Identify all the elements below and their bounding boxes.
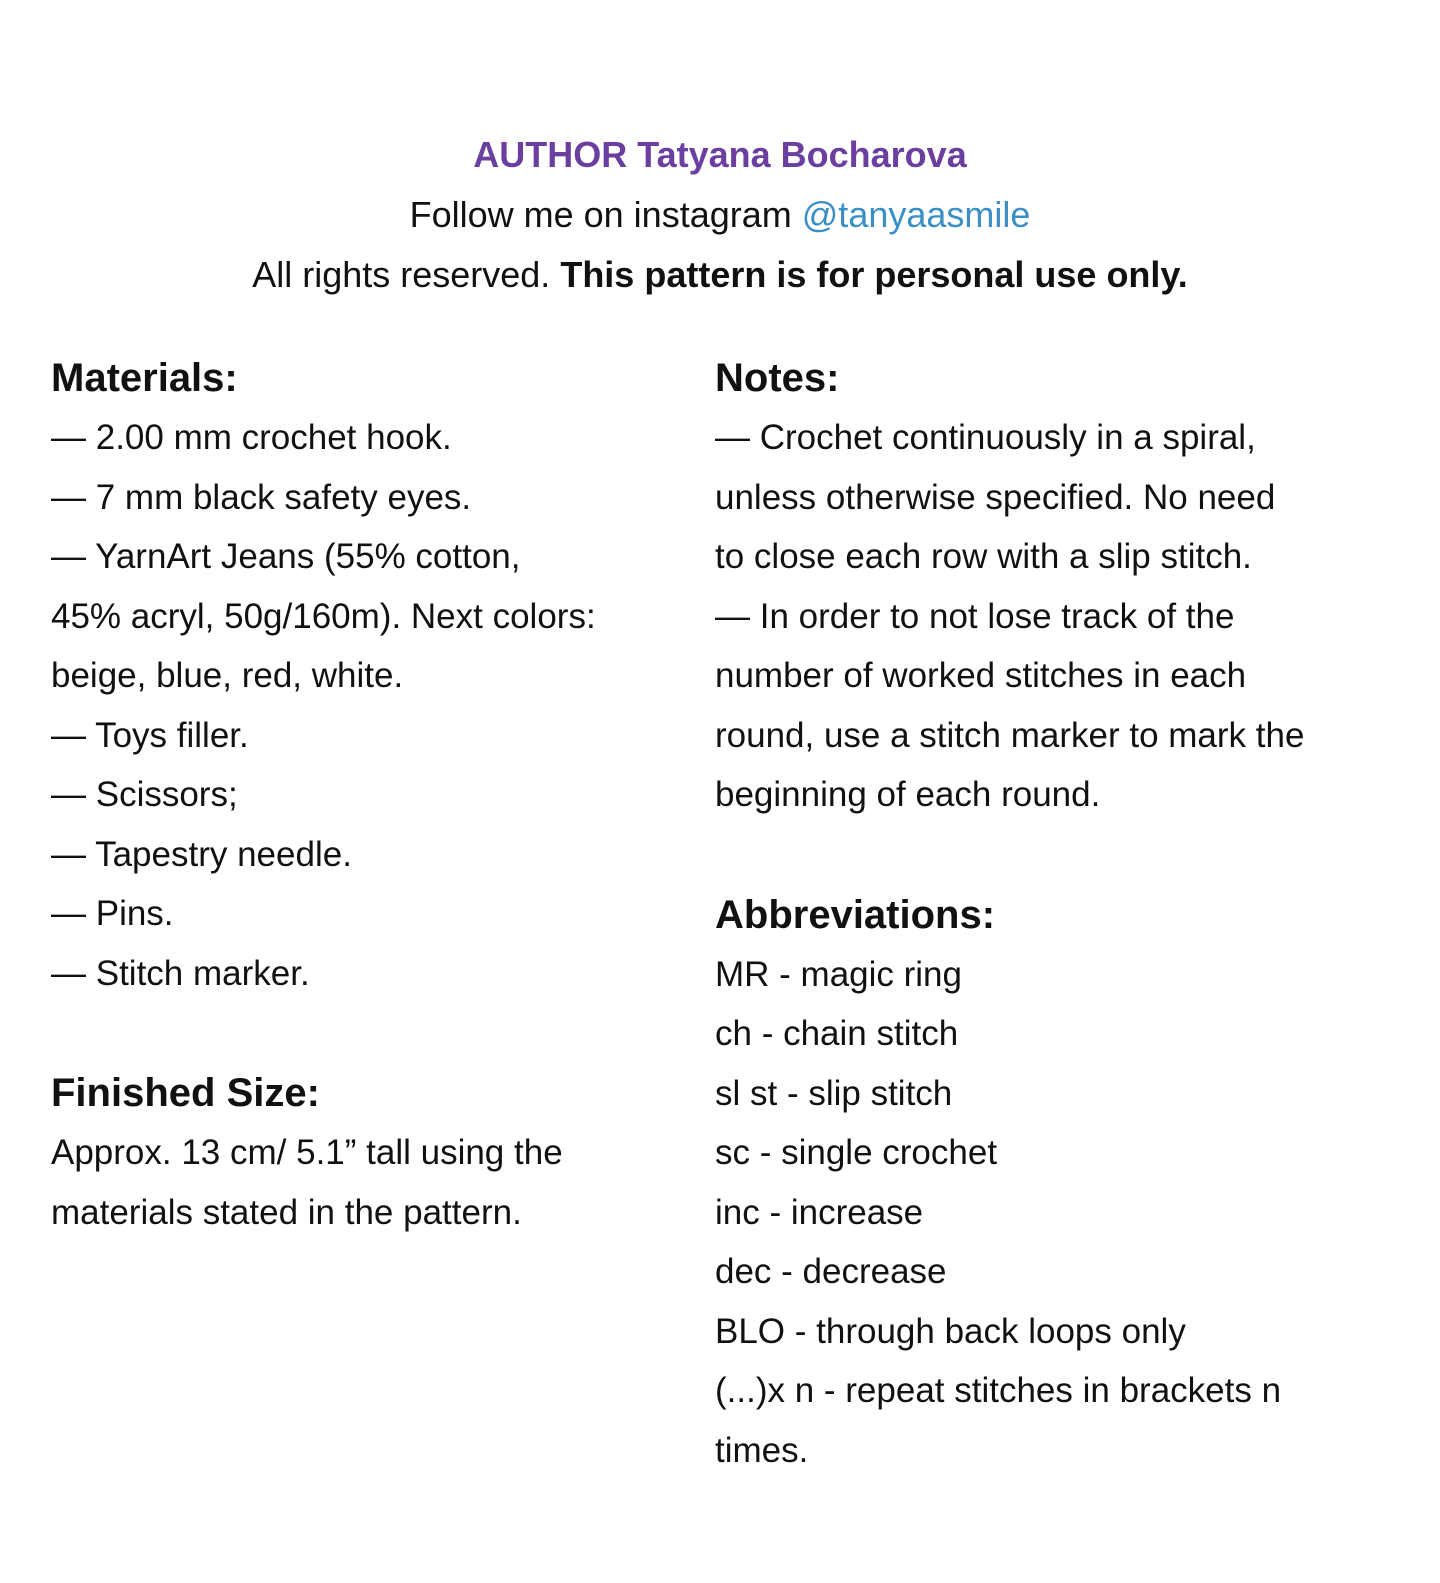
notes-line: to close each row with a slip stitch. — [715, 537, 1252, 576]
materials-line: — Pins. — [51, 894, 174, 933]
materials-line: — 2.00 mm crochet hook. — [51, 418, 452, 457]
notes-line: — Crochet continuously in a spiral, — [715, 418, 1256, 457]
materials-title: Materials: — [51, 356, 238, 400]
rights-text: All rights reserved. — [252, 254, 551, 295]
abbreviation-item: sl st - slip stitch — [715, 1073, 953, 1113]
finished-size-line: Approx. 13 cm/ 5.1” tall using the — [51, 1133, 563, 1172]
abbreviation-item: MR - magic ring — [715, 954, 962, 994]
abbreviations-title: Abbreviations: — [715, 892, 996, 937]
notes-line: round, use a stitch marker to mark the — [715, 715, 1305, 755]
abbreviation-item: sc - single crochet — [715, 1133, 998, 1172]
materials-line: 45% acryl, 50g/160m). Next colors: — [51, 596, 596, 636]
finished-size-line: materials stated in the pattern. — [51, 1192, 522, 1232]
materials-line: — Scissors; — [51, 775, 238, 814]
materials-line: beige, blue, red, white. — [51, 656, 404, 695]
materials-line: — Toys filler. — [51, 715, 249, 755]
author-name: AUTHOR Tatyana Bocharova — [473, 134, 967, 175]
pattern-header — [0, 125, 1440, 305]
instagram-line — [0, 185, 1440, 245]
finished-size-title: Finished Size: — [51, 1071, 320, 1115]
materials-line: — 7 mm black safety eyes. — [51, 477, 472, 517]
follow-text: Follow me on instagram — [409, 194, 792, 235]
abbreviation-item: ch - chain stitch — [715, 1014, 959, 1053]
abbreviation-item: (...)x n - repeat stitches in brackets n — [715, 1371, 1282, 1410]
instagram-handle-link[interactable]: @tanyaasmile — [801, 194, 1031, 235]
abbreviation-item: times. — [715, 1430, 809, 1470]
abbreviation-item: inc - increase — [715, 1192, 924, 1232]
abbreviation-item: dec - decrease — [715, 1252, 947, 1291]
materials-line: — Tapestry needle. — [51, 834, 352, 874]
section-spacer — [715, 825, 1405, 885]
notes-line: unless otherwise specified. No need — [715, 477, 1276, 517]
notes-title: Notes: — [715, 356, 840, 400]
abbreviation-item: BLO - through back loops only — [715, 1311, 1186, 1351]
notes-line: number of worked stitches in each — [715, 656, 1247, 695]
rights-bold-text: This pattern is for personal use only. — [560, 254, 1188, 295]
right-column — [715, 348, 1405, 1480]
notes-line: — In order to not lose track of the — [715, 596, 1235, 636]
section-spacer — [51, 1003, 691, 1063]
notes-line: beginning of each round. — [715, 775, 1101, 814]
rights-notice — [0, 245, 1440, 305]
materials-line: — Stitch marker. — [51, 953, 310, 993]
materials-line: — YarnArt Jeans (55% cotton, — [51, 537, 521, 576]
left-column — [51, 348, 691, 1242]
